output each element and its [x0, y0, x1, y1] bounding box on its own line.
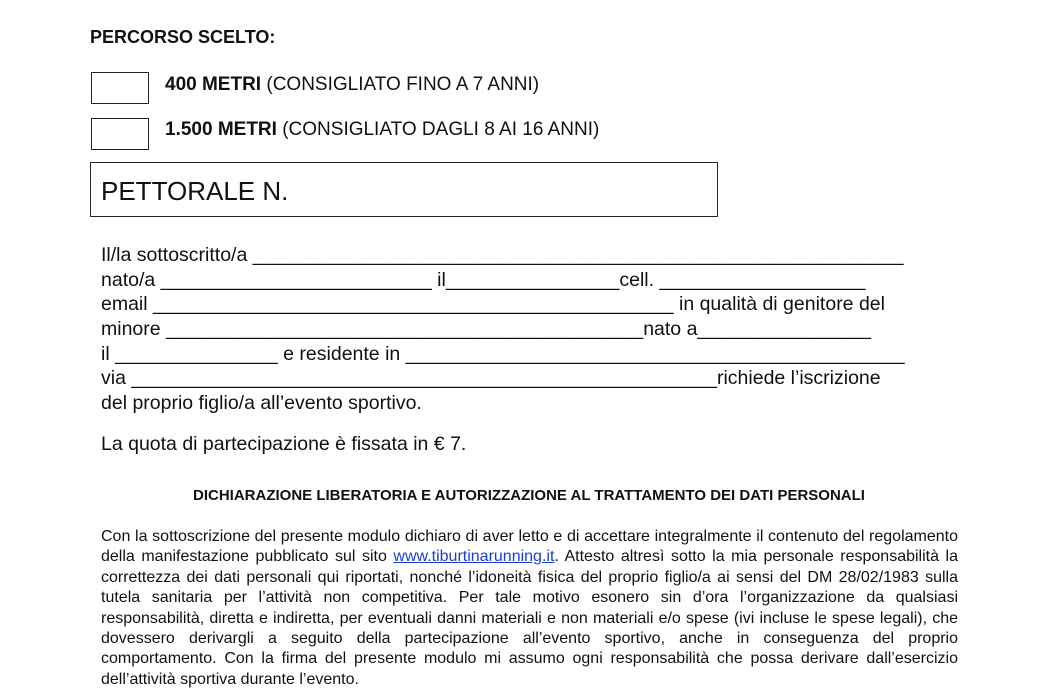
- form-line-residente[interactable]: il _______________ e residente in ______________________________________________: [101, 343, 905, 365]
- form-line-minore[interactable]: minore ____________________________________________nato a________________: [101, 318, 871, 340]
- dichiarazione-paragraph: [101, 527, 958, 690]
- form-line-figlio: del proprio figlio/a all’evento sportivo.: [101, 392, 422, 414]
- form-line-via[interactable]: via ______________________________________________________richiede l’iscrizione: [101, 367, 881, 389]
- quota-text: La quota di partecipazione è fissata in € 7.: [101, 433, 467, 455]
- percorso-heading: PERCORSO SCELTO:: [90, 27, 276, 47]
- option-1500-strong: 1.500 METRI: [165, 119, 277, 140]
- option-1500-checkbox[interactable]: [91, 118, 149, 150]
- option-400-label: [165, 74, 539, 96]
- dichiarazione-title: DICHIARAZIONE LIBERATORIA E AUTORIZZAZIONE AL TRATTAMENTO DEI DATI PERSONALI: [193, 487, 865, 504]
- paragraph-text-2: . Attesto altresì sotto la mia personale responsabilità la correttezza dei dati personali qui riportati, nonché l’idoneità fisica del proprio figlio/a ai sensi del DM 28/02/1983 sulla tutela sanitaria per l’attività non competitiva. Per tale motivo esonero sin d’ora l’organizzazione da qualsiasi responsabilità, diretta e indiretta, per eventuali danni materiali e non materiali e/o spese (ivi incluse le spese legali), che dovessero derivargli a seguito della partecipazione all’evento sportivo, anche in conseguenza del proprio comportamento. Con la firma del presente modulo mi assumo ogni responsabilità che possa derivare dall’esercizio dell’attività sportiva durante l’evento.: [101, 548, 959, 688]
- pettorale-box[interactable]: [90, 162, 718, 217]
- option-400-strong: 400 METRI: [165, 74, 262, 95]
- form-line-nato[interactable]: nato/a _________________________ il________________cell. ___________________: [101, 269, 866, 291]
- option-400-rest: (CONSIGLIATO FINO A 7 ANNI): [261, 74, 540, 95]
- paragraph-text-1: Con la sottoscrizione del presente modulo dichiaro di aver letto e di accettare integralmente il contenuto del regolamento della manifestazione pubblicato sul sito: [101, 528, 958, 566]
- pettorale-label: PETTORALE N.: [101, 176, 289, 206]
- option-400-checkbox[interactable]: [91, 72, 149, 104]
- regolamento-link[interactable]: www.tiburtinarunning.it: [393, 548, 555, 566]
- option-1500-rest: (CONSIGLIATO DAGLI 8 AI 16 ANNI): [276, 119, 600, 140]
- form-line-sottoscritto[interactable]: Il/la sottoscritto/a ____________________________________________________________: [101, 244, 904, 266]
- option-1500-label: [165, 119, 599, 141]
- form-line-email[interactable]: email ________________________________________________ in qualità di genitore del: [101, 293, 885, 315]
